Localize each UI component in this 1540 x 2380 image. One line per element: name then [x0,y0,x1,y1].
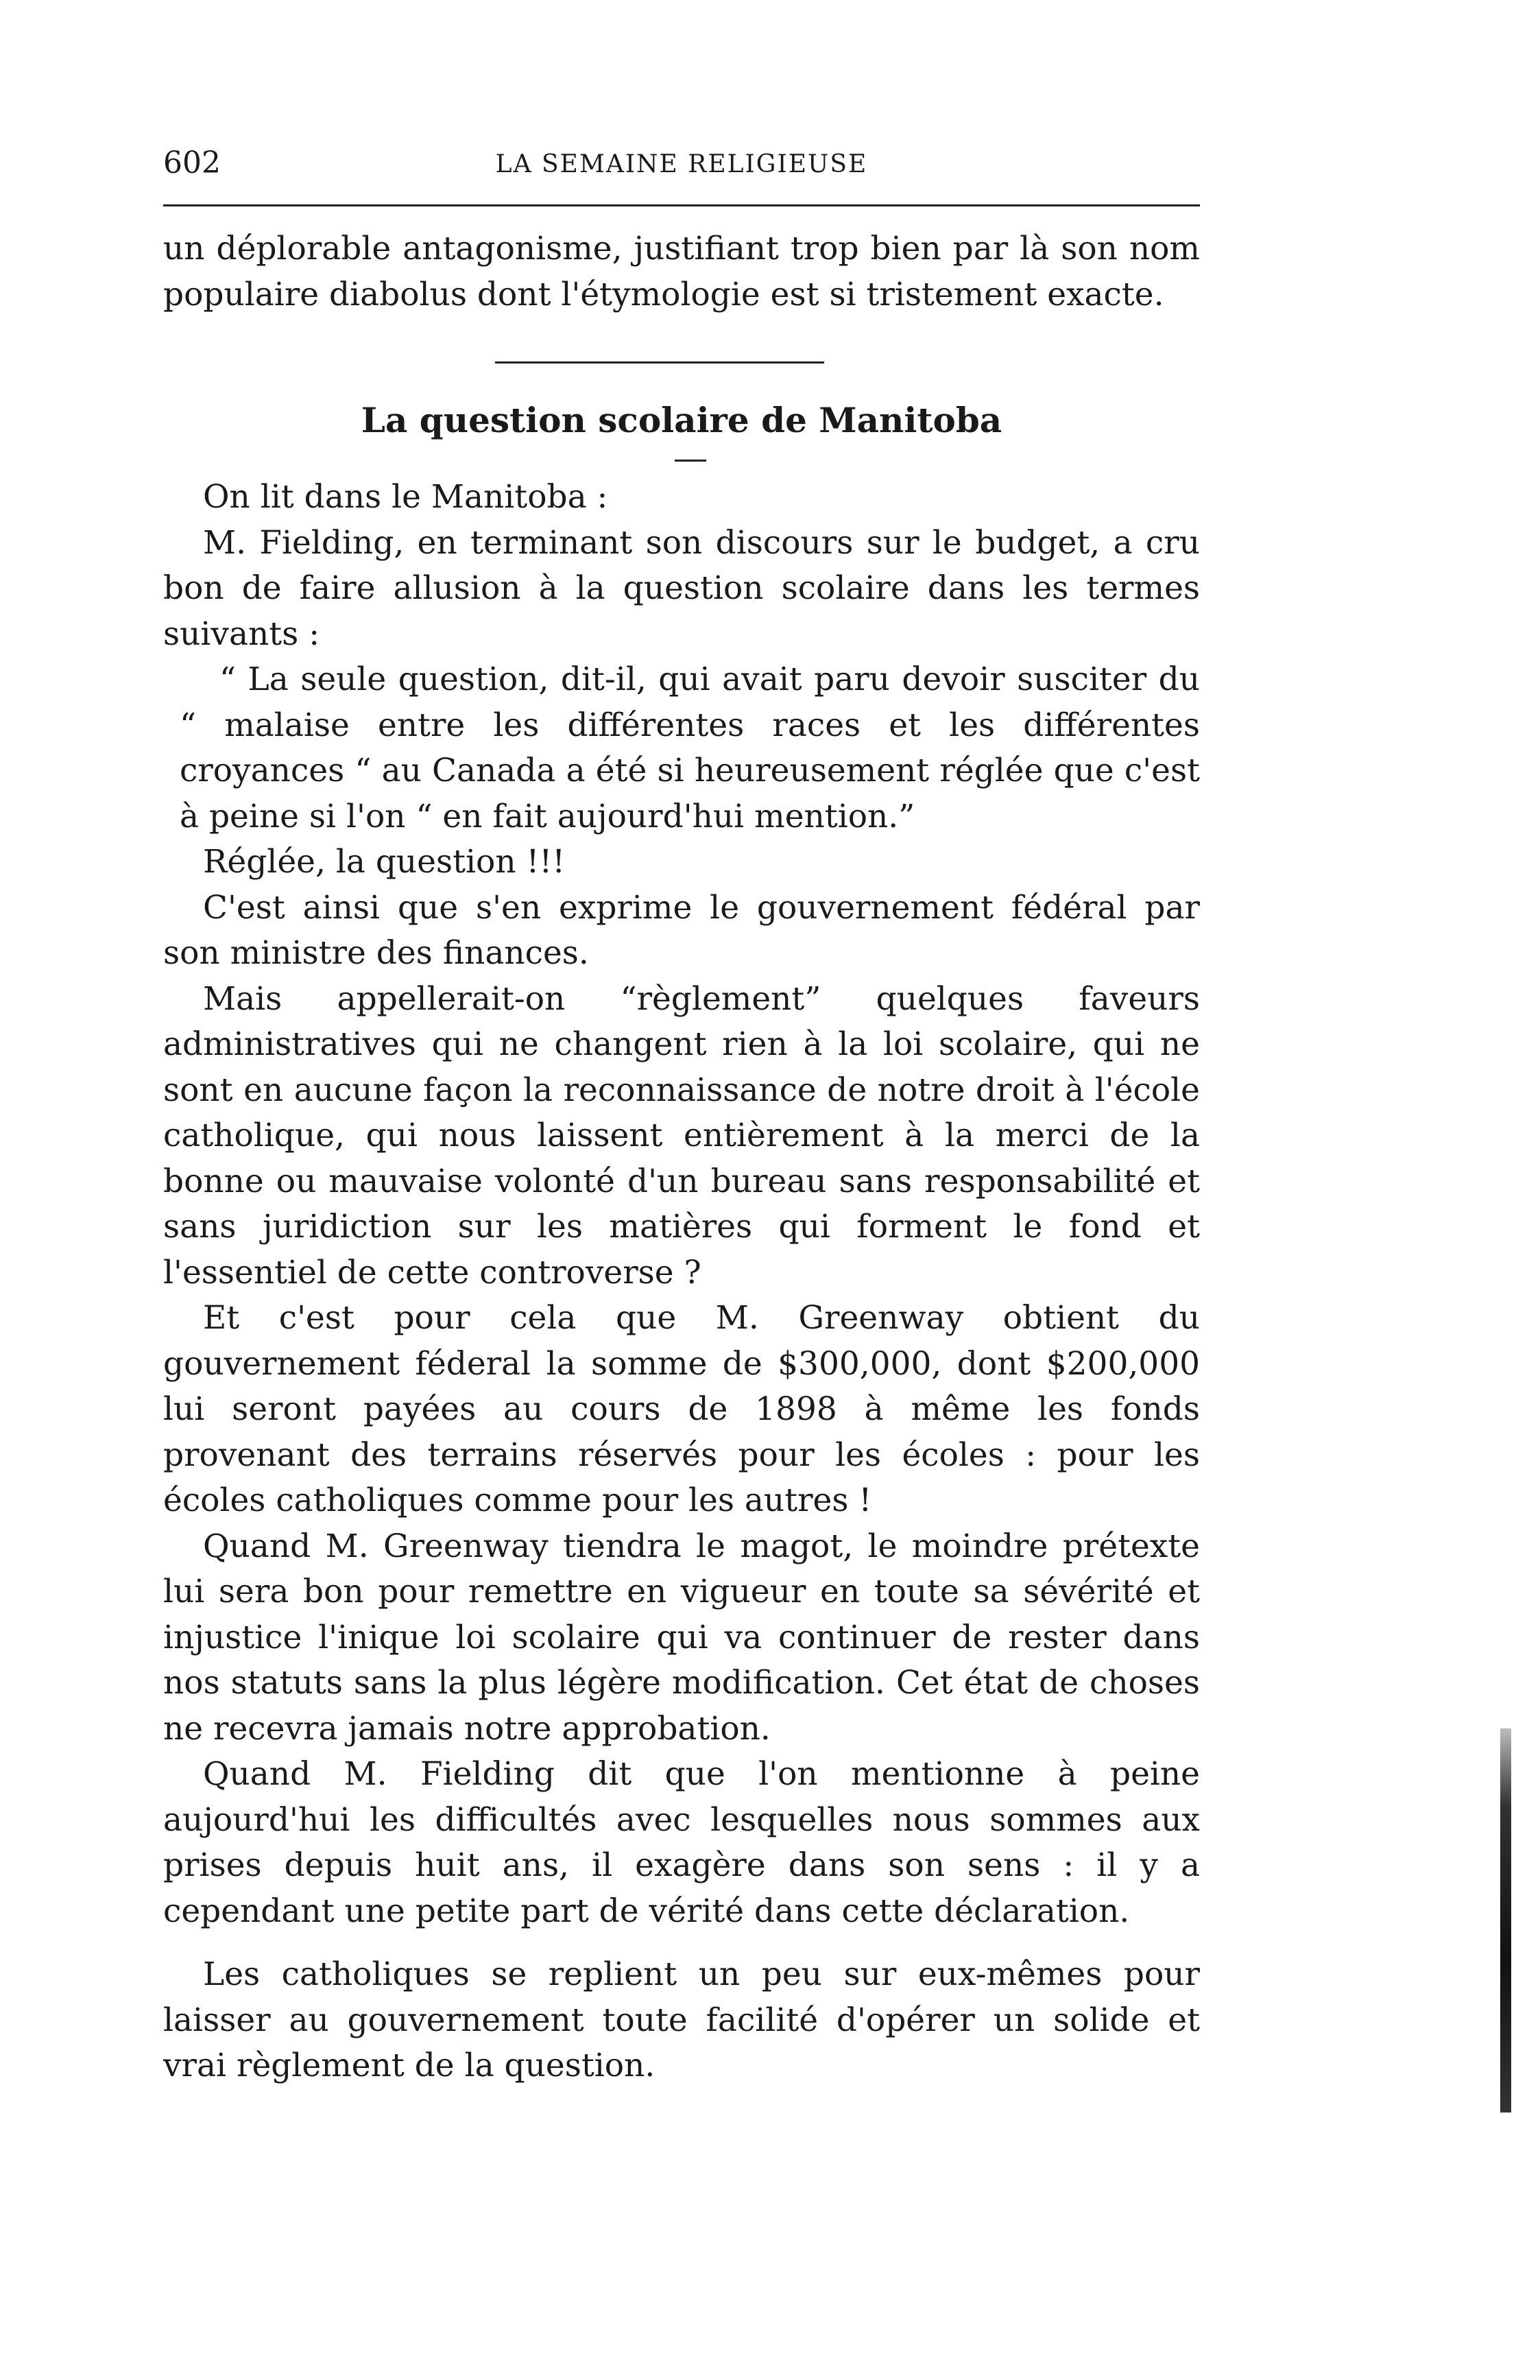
intro-block [163,226,1200,318]
header-rule [163,204,1200,206]
article-paragraph-quote: “ La seule question, dit-il, qui avait paru devoir susciter du “ malaise entre les différentes races et les différentes croyances “ au Canada a été si heureusement réglée que c'est à peine si l'on “ en fait aujourd'hui mention.” [180,661,1200,835]
article-paragraph-catholiques: Les catholiques se replient un peu sur eux-mêmes pour laisser au gouvernement toute facilité d'opérer un solide et vrai règlement de la question. [163,1955,1200,2084]
intro-paragraph: un déplorable antagonisme, justifiant trop bien par là son nom populaire diabolus dont l'étymologie est si tristement exacte. [163,230,1200,313]
article-paragraph-greenway: Et c'est pour cela que M. Greenway obtient du gouvernement féderal la somme de $300,000, dont $200,000 lui seront payées au cours de 1898 à même les fonds provenant des terrains réservés pour les écoles : pour les écoles catholiques comme pour les autres ! [163,1299,1200,1519]
page-number: 602 [163,145,221,180]
article-body [163,475,1200,2089]
article-paragraph-ministre: C'est ainsi que s'en exprime le gouvernement fédéral par son ministre des finances. [163,888,1200,972]
article-paragraph-magot: Quand M. Greenway tiendra le magot, le moindre prétexte lui sera bon pour remettre en vigueur en toute sa sévérité et injustice l'inique loi scolaire qui va continuer de rester dans nos statuts sans la plus légère modification. Cet état de choses ne recevra jamais notre approbation. [163,1527,1200,1748]
article-paragraph-fielding-dit: Quand M. Fielding dit que l'on mentionne à peine aujourd'hui les difficultés avec lesquelles nous sommes aux prises depuis huit ans, il exagère dans son sens : il y a cependant une petite part de vérité dans cette déclaration. [163,1755,1200,1930]
scan-edge-mark [1500,1728,1511,2113]
page-header [163,143,1200,184]
article-title: La question scolaire de Manitoba [361,400,1002,440]
title-dash [675,460,706,462]
article-paragraph-reglee: Réglée, la question !!! [203,843,566,881]
article-paragraph-fielding: M. Fielding, en terminant son discours sur le budget, a cru bon de faire allusion à la question scolaire dans les termes suivants : [163,523,1200,653]
article-paragraph-source: On lit dans le Manitoba : [203,478,608,516]
running-title: LA SEMAINE RELIGIEUSE [495,150,868,178]
section-divider [495,361,824,364]
article-paragraph-reglement: Mais appellerait-on “règlement” quelques faveurs administratives qui ne changent rien à la loi scolaire, qui ne sont en aucune façon la reconnaissance de notre droit à l'école catholique, qui nous laissent entièrement à la merci de la bonne ou mauvaise volonté d'un bureau sans responsabilité et sans juridiction sur les matières qui forment le fond et l'essentiel de cette controverse ? [163,979,1200,1292]
